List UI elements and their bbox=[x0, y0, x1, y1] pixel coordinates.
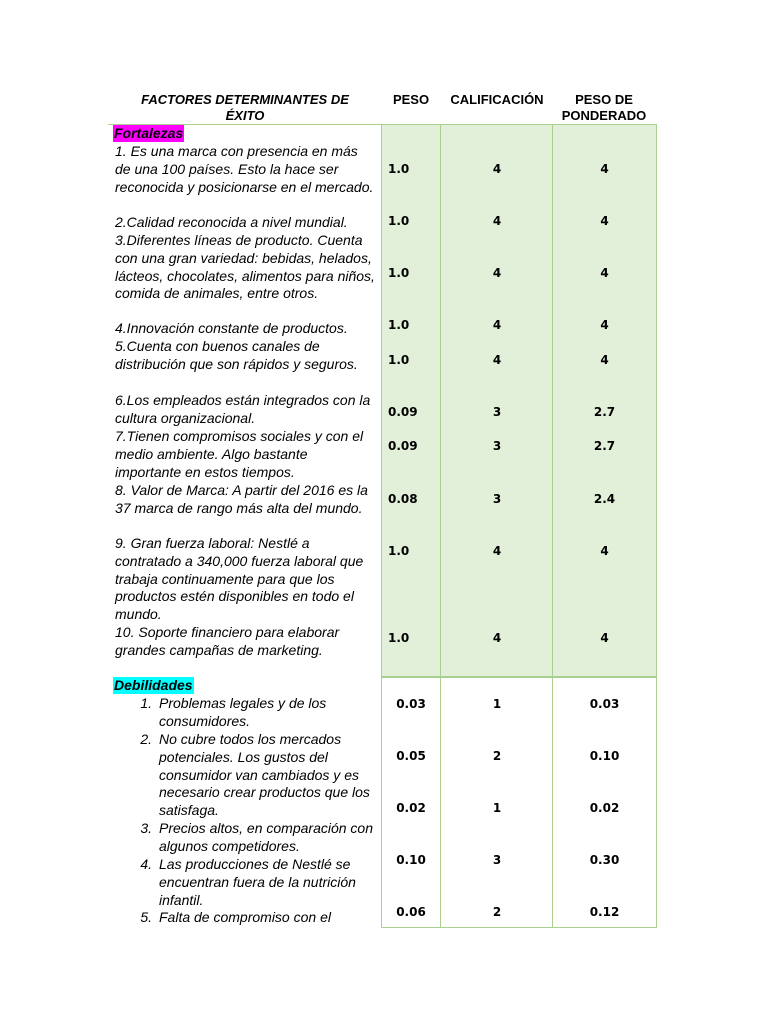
peso-value: 1.0 bbox=[388, 353, 410, 367]
ponderado-value: 0.03 bbox=[589, 697, 620, 711]
calificacion-value: 4 bbox=[492, 318, 502, 332]
peso-value: 1.0 bbox=[388, 162, 410, 176]
debilidad-number: 1. bbox=[140, 695, 152, 711]
calificacion-value: 4 bbox=[492, 214, 502, 228]
fortaleza-item: 9. Gran fuerza laboral: Nestlé a contratado a 340,000 fuerza laboral que trabaja continuamente para que los productos estén disponibles en todo el mundo. bbox=[115, 535, 364, 623]
ponderado-value: 4 bbox=[600, 162, 609, 176]
peso-value: 0.02 bbox=[396, 801, 426, 815]
debilidad-item: No cubre todos los mercados potenciales. Los gustos del consumidor van cambiados y es necesario crear productos que los satisfaga. bbox=[159, 731, 370, 819]
ponderado-value: 4 bbox=[600, 544, 609, 558]
debilidad-item: Problemas legales y de los consumidores. bbox=[159, 695, 327, 729]
fortaleza-item: 5.Cuenta con buenos canales de distribución que son rápidos y seguros. bbox=[115, 338, 358, 372]
calificacion-value: 4 bbox=[492, 266, 502, 280]
peso-value: 0.10 bbox=[396, 853, 426, 867]
fortaleza-item: 6.Los empleados están integrados con la cultura organizacional. bbox=[115, 392, 371, 426]
fortalezas-panel bbox=[381, 124, 657, 677]
ponderado-value: 4 bbox=[600, 318, 609, 332]
calificacion-value: 1 bbox=[492, 801, 502, 815]
ponderado-value: 2.7 bbox=[593, 405, 616, 419]
col-divider bbox=[552, 124, 553, 677]
calificacion-value: 4 bbox=[492, 631, 502, 645]
calificacion-value: 4 bbox=[492, 162, 502, 176]
ponderado-value: 2.7 bbox=[593, 439, 616, 453]
col-divider bbox=[656, 677, 657, 928]
fortaleza-item: 7.Tienen compromisos sociales y con el medio ambiente. Algo bastante importante en estos tiempos. bbox=[115, 428, 364, 480]
ponderado-value: 4 bbox=[600, 631, 609, 645]
fortaleza-item: 4.Innovación constante de productos. bbox=[115, 320, 348, 336]
header-ponderado: PESO DE PONDERADO bbox=[561, 92, 647, 123]
calificacion-value: 3 bbox=[492, 492, 502, 506]
ponderado-value: 4 bbox=[600, 266, 609, 280]
debilidad-item: Falta de compromiso con el bbox=[159, 909, 331, 925]
header-peso: PESO bbox=[392, 92, 430, 107]
calificacion-value: 3 bbox=[492, 439, 502, 453]
fortaleza-item: 1. Es una marca con presencia en más de una 100 países. Esto la hace ser reconocida y posicionarse en el mercado. bbox=[115, 143, 374, 195]
ponderado-value: 0.30 bbox=[589, 853, 620, 867]
peso-value: 1.0 bbox=[388, 214, 410, 228]
debilidad-number: 3. bbox=[140, 820, 152, 836]
fortaleza-item: 10. Soporte financiero para elaborar grandes campañas de marketing. bbox=[115, 624, 340, 658]
peso-value: 1.0 bbox=[388, 544, 410, 558]
calificacion-value: 2 bbox=[492, 905, 502, 919]
calificacion-value: 2 bbox=[492, 749, 502, 763]
debilidades-label: Debilidades bbox=[114, 677, 193, 693]
peso-value: 0.06 bbox=[396, 905, 426, 919]
fortaleza-item: 8. Valor de Marca: A partir del 2016 es la 37 marca de rango más alta del mundo. bbox=[115, 482, 368, 516]
ponderado-value: 0.10 bbox=[589, 749, 620, 763]
peso-value: 0.09 bbox=[388, 405, 418, 419]
peso-value: 0.05 bbox=[396, 749, 426, 763]
debilidad-number: 4. bbox=[140, 856, 152, 872]
fortaleza-item: 2.Calidad reconocida a nivel mundial. bbox=[115, 214, 348, 230]
ponderado-value: 0.02 bbox=[589, 801, 620, 815]
peso-value: 0.08 bbox=[388, 492, 418, 506]
calificacion-value: 4 bbox=[492, 544, 502, 558]
ponderado-value: 4 bbox=[600, 353, 609, 367]
col-divider bbox=[440, 124, 441, 677]
peso-value: 0.09 bbox=[388, 439, 418, 453]
row-divider bbox=[381, 927, 657, 928]
debilidad-number: 2. bbox=[140, 731, 152, 747]
header-factor: FACTORES DETERMINANTES DE ÉXITO bbox=[141, 92, 349, 123]
debilidad-item: Precios altos, en comparación con algunos competidores. bbox=[159, 820, 373, 854]
calificacion-value: 1 bbox=[492, 697, 502, 711]
debilidad-number: 5. bbox=[140, 909, 152, 925]
peso-value: 0.03 bbox=[396, 697, 426, 711]
ponderado-value: 2.4 bbox=[593, 492, 616, 506]
calificacion-value: 3 bbox=[492, 405, 502, 419]
calificacion-value: 4 bbox=[492, 353, 502, 367]
calificacion-value: 3 bbox=[492, 853, 502, 867]
peso-value: 1.0 bbox=[388, 631, 410, 645]
fortaleza-item: 3.Diferentes líneas de producto. Cuenta con una gran variedad: bebidas, helados, lácteos, chocolates, alimentos para niños, comida de animales, entre otros. bbox=[115, 232, 375, 302]
header-calificacion: CALIFICACIÓN bbox=[450, 92, 544, 107]
row-divider bbox=[381, 677, 657, 678]
debilidad-item: Las producciones de Nestlé se encuentran fuera de la nutrición infantil. bbox=[159, 856, 356, 908]
peso-value: 1.0 bbox=[388, 318, 410, 332]
ponderado-value: 4 bbox=[600, 214, 609, 228]
peso-value: 1.0 bbox=[388, 266, 410, 280]
fortalezas-label: Fortalezas bbox=[114, 125, 184, 141]
ponderado-value: 0.12 bbox=[589, 905, 620, 919]
